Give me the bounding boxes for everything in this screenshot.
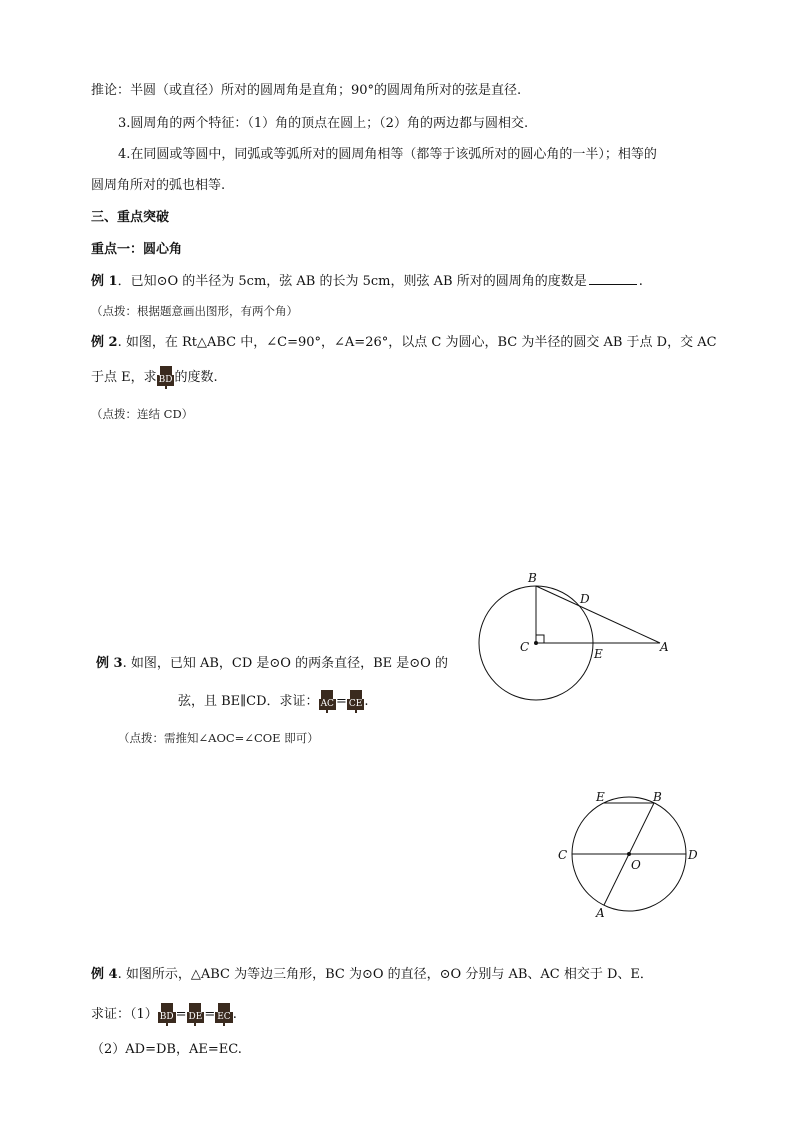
fig1-center-dot [534, 641, 538, 645]
example-3-text: . 如图，已知 AB，CD 是⊙O 的两条直径，BE 是⊙O 的 [122, 656, 448, 671]
fig1-label-c: C [520, 640, 530, 654]
arc-ac-label: AC [320, 699, 334, 709]
example-2-text2b: 的度数. [174, 370, 218, 385]
fig2-label-e: E [596, 790, 605, 804]
fig1-label-e: E [594, 647, 603, 661]
fig1-label-a: A [660, 640, 669, 654]
arc-bd-label-2: BD [159, 1012, 174, 1022]
fig2-label-a: A [596, 906, 605, 920]
fig1-label-b: B [528, 571, 537, 585]
example-1 [91, 272, 643, 291]
point4-text-b: 圆周角所对的弧也相等. [91, 178, 226, 193]
fig2-label-b: B [653, 790, 662, 804]
fig2-label-c: C [558, 848, 568, 862]
arc-bd-symbol-2 [158, 1003, 176, 1026]
example-2-hint: （点拨：连结 CD） [91, 407, 194, 421]
figure-1-circle-triangle [470, 565, 680, 710]
arc-ac-symbol [319, 690, 336, 713]
example-2-text2a: 于点 E，求 [91, 370, 157, 385]
example-4-text2a: 求证：（1） [91, 1007, 158, 1022]
corollary-text: 推论：半圆（或直径）所对的圆周角是直角；90°的圆周角所对的弦是直径. [91, 83, 522, 98]
example-2-line2 [91, 366, 218, 389]
equals-sign-2: = [204, 1007, 216, 1022]
key-point-heading: 重点一：圆心角 [91, 242, 183, 257]
arc-ec-label: EC [217, 1012, 231, 1022]
arc-ec-symbol [215, 1003, 232, 1026]
example-1-hint: （点拨：根据题意画出图形，有两个角） [91, 304, 298, 318]
example-3-hint: （点拨：需推知∠AOC=∠COE 即可） [118, 731, 319, 745]
feature3-text: 3.圆周角的两个特征：（1）角的顶点在圆上；（2）角的两边都与圆相交. [118, 116, 529, 131]
fig2-center-dot [627, 852, 631, 856]
section-heading: 三、重点突破 [91, 210, 170, 225]
example-4 [91, 966, 653, 984]
arc-de-symbol [187, 1003, 205, 1026]
figure-2-circle-diameters [550, 785, 720, 925]
answer-blank [589, 272, 637, 285]
point4-text-a: 4.在同圆或等圆中，同弧或等弧所对的圆周角相等（都等于该弧所对的圆心角的一半）；相等的 [118, 147, 657, 162]
example-3-text2a: 弦，且 BE∥CD．求证： [178, 694, 319, 709]
fig2-label-o: O [631, 858, 641, 872]
example-2-label: 例 2 [91, 335, 118, 350]
example-2-text: . 如图，在 Rt△ABC 中，∠C=90°，∠A=26°，以点 C 为圆心，BC 为半径的圆交 AB 于点 D，交 AC [117, 335, 717, 350]
fig1-label-d: D [580, 592, 590, 606]
example-1-text: ．已知⊙O 的半径为 5cm，弦 AB 的长为 5cm，则弦 AB 所对的圆周角的度数是 [117, 274, 587, 289]
example-3-line2 [178, 690, 368, 713]
example-3-label: 例 3 [96, 656, 123, 671]
fig2-label-d: D [688, 848, 698, 862]
example-4-line2 [91, 1003, 237, 1026]
arc-de-label: DE [188, 1012, 203, 1022]
arc-bd-label: BD [158, 375, 173, 385]
example-1-label: 例 1 [91, 274, 118, 289]
example-4-text2b: . [232, 1007, 237, 1022]
equals-sign: = [335, 694, 347, 709]
example-4-text: . 如图所示，△ABC 为等边三角形，BC 为⊙O 的直径，⊙O 分别与 AB、AC 相交于 D、E． [117, 967, 653, 982]
example-3 [96, 655, 448, 673]
example-4-label: 例 4 [91, 967, 118, 982]
arc-bd-symbol [157, 366, 175, 389]
equals-sign-1: = [175, 1007, 187, 1022]
example-2 [91, 334, 717, 352]
example-4-line3: （2）AD=DB，AE=EC. [91, 1042, 242, 1057]
fig1-segment-ba [536, 586, 660, 643]
arc-ce-label: CE [348, 699, 363, 709]
arc-ce-symbol [347, 690, 364, 713]
example-3-text2b: . [364, 694, 369, 709]
example-1-end: . [638, 274, 643, 289]
